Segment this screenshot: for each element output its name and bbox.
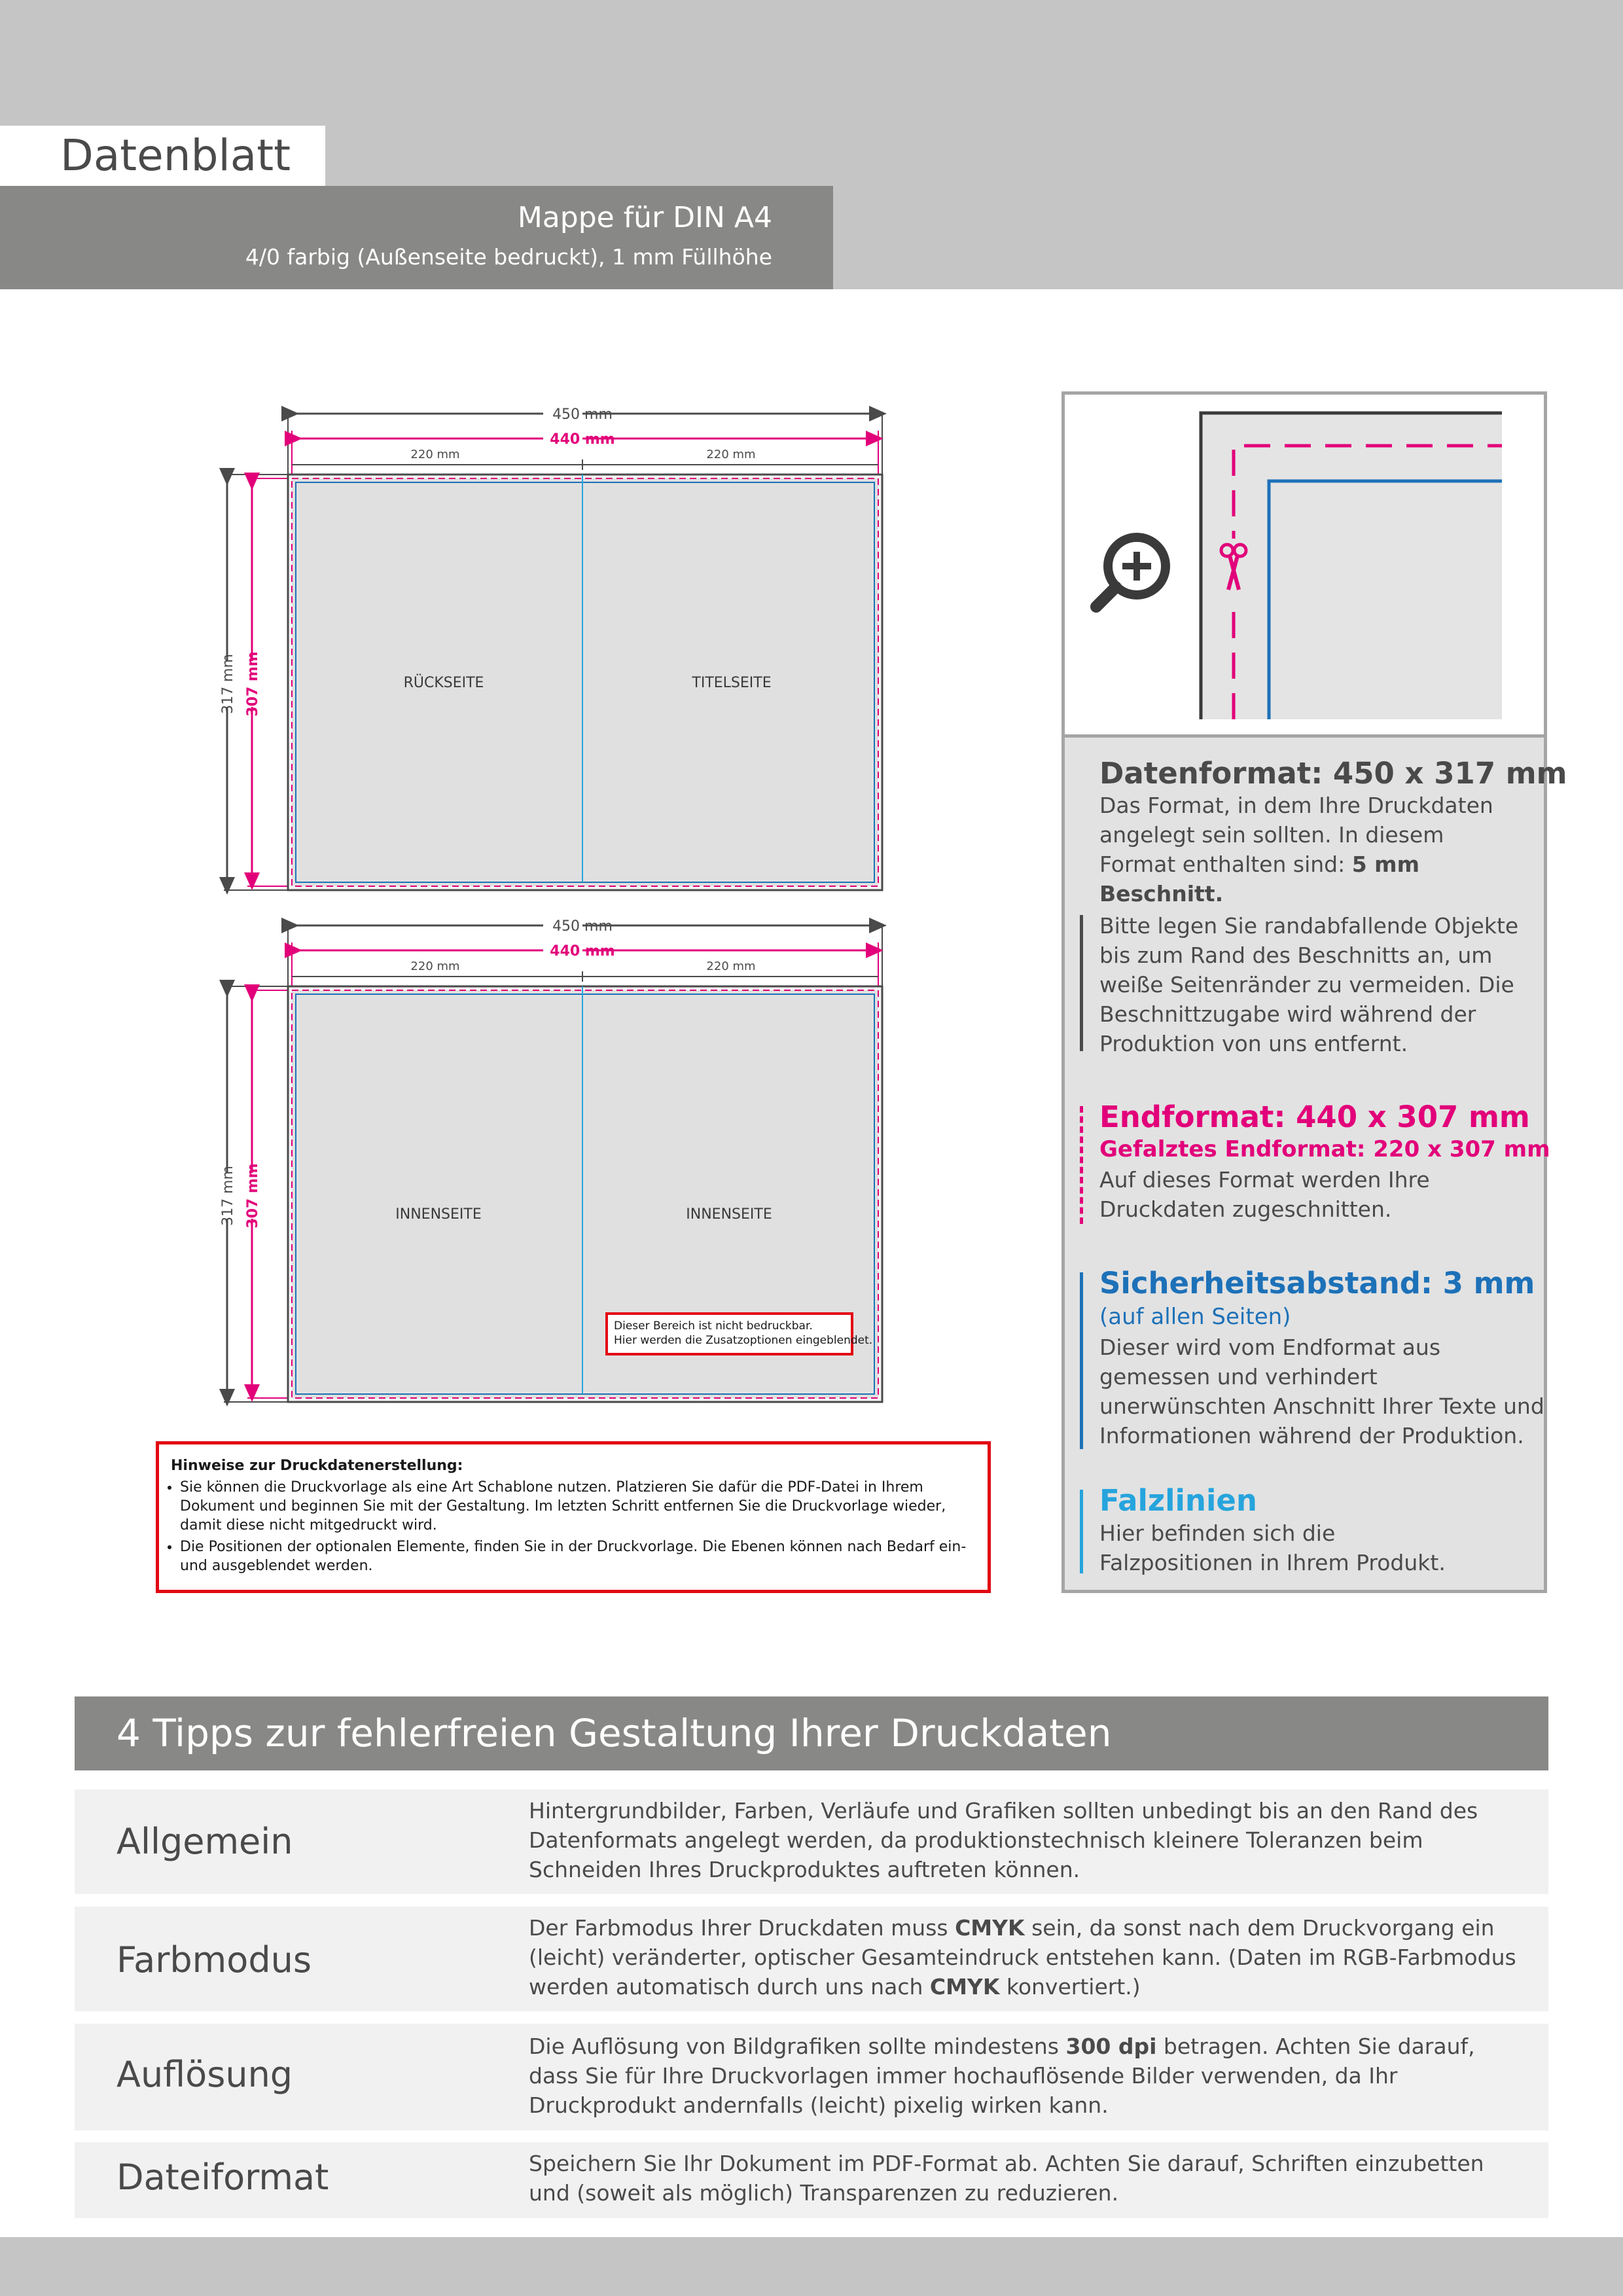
tip-text: Der Farbmodus Ihrer Druckdaten muss CMYK sein, da sonst nach dem Druckvorgang ein (leicht) veränderter, optischer Gesamteindruck entstehen kann. (Daten im RGB-Farbmodus werden automatisch durch uns nach CMYK konvertiert.) (529, 1915, 1516, 2000)
outside-height-final: 307 mm (245, 651, 261, 717)
notes-item: • Sie können die Druckvorlage als eine Art Schablone nutzen. Platzieren Sie dafür die PDF-Datei in Ihrem Dokument und beginnen Sie mit der Gestaltung. Im letzten Schritt entfernen Sie die Druckvorlage wieder, damit diese nicht mitgedruckt wird. (180, 1478, 976, 1535)
inside-height-final: 307 mm (245, 1163, 261, 1229)
inside-half-left: 220 mm (410, 960, 460, 973)
inside-height-total: 317 mm (220, 1166, 236, 1226)
beschnitt-text: Bitte legen Sie randabfallende Objekte bis zum Rand des Beschnitts an, um weiße Seitenränder zu vermeiden. Die Beschnittzugabe wird während der Produktion von uns entfernt. (1099, 913, 1519, 1056)
endformat-text: Auf dieses Format werden Ihre Druckdaten zugeschnitten. (1099, 1167, 1430, 1222)
magnify-plus-icon[interactable] (1096, 537, 1166, 607)
notes-item: • Die Positionen der optionalen Elemente, finden Sie in der Druckvorlage. Die Ebenen können nach Bedarf ein- und ausgeblendet werden. (180, 1537, 976, 1575)
falz-marker (1080, 1490, 1083, 1573)
sicherheit-title: Sicherheitsabstand: 3 mm (1099, 1266, 1535, 1300)
tip-label: Auflösung (116, 2054, 293, 2095)
tip-text: Die Auflösung von Bildgrafiken sollte mindestens 300 dpi betragen. Achten Sie darauf, dass Sie für Ihre Druckvorlagen immer hochauflösende Bilder verwenden, da Ihr Druckprodukt andernfalls (leicht) pixelig wirken kann. (529, 2034, 1475, 2118)
tip-label: Allgemein (116, 1821, 293, 1862)
page-title: Datenblatt (60, 130, 291, 181)
endformat-marker (1080, 1106, 1083, 1224)
outside-width-total: 450 mm (552, 406, 613, 423)
tip-row-dateiformat (75, 2142, 1548, 2218)
sicherheit-marker (1080, 1272, 1083, 1449)
tip-label: Farbmodus (116, 1939, 312, 1981)
zoom-detail-graphic (1065, 395, 1544, 734)
beschnitt-marker (1080, 915, 1083, 1051)
notes-box (156, 1441, 991, 1593)
panel-titelseite: TITELSEITE (692, 675, 772, 691)
product-name: Mappe für DIN A4 (517, 201, 772, 234)
tip-text: Speichern Sie Ihr Dokument im PDF-Format ab. Achten Sie darauf, Schriften einzubetten und (soweit als möglich) Transparenzen zu reduzieren. (529, 2151, 1484, 2206)
panel-rueckseite: RÜCKSEITE (403, 675, 484, 691)
tip-row-aufloesung (75, 2024, 1548, 2130)
outside-width-final: 440 mm (550, 431, 615, 448)
inside-half-right: 220 mm (706, 960, 756, 973)
inside-width-total: 450 mm (552, 918, 613, 935)
non-printable-line2: Hier werden die Zusatzoptionen eingeblendet. (614, 1334, 873, 1347)
outside-half-right: 220 mm (706, 448, 756, 461)
datenformat-title: Datenformat: 450 x 317 mm (1099, 756, 1567, 791)
tip-text: Hintergrundbilder, Farben, Verläufe und Grafiken sollten unbedingt bis an den Rand des Datenformats angelegt werden, da produktionstechnisch kleinere Toleranzen beim Schneiden Ihres Druckproduktes auftreten können. (529, 1798, 1478, 1882)
footer-band (0, 2237, 1623, 2296)
sicherheit-sub: (auf allen Seiten) (1099, 1304, 1291, 1330)
inside-width-final: 440 mm (550, 943, 615, 960)
datenformat-text: Das Format, in dem Ihre Druckdaten angelegt sein sollten. In diesem Format enthalten sind: 5 mm Beschnitt. (1099, 793, 1493, 906)
diagram-inside (209, 911, 890, 1408)
endformat-sub: Gefalztes Endformat: 220 x 307 mm (1099, 1136, 1550, 1162)
falz-title: Falzlinien (1099, 1483, 1257, 1518)
panel-innenseite-left: INNENSEITE (395, 1206, 482, 1223)
sicherheit-text: Dieser wird vom Endformat aus gemessen und verhindert unerwünschten Anschnitt Ihrer Texte und Informationen während der Produktion. (1099, 1335, 1544, 1448)
tip-row-allgemein (75, 1789, 1548, 1894)
outside-height-total: 317 mm (220, 654, 236, 714)
panel-innenseite-right: INNENSEITE (686, 1206, 772, 1223)
product-spec: 4/0 farbig (Außenseite bedruckt), 1 mm Füllhöhe (245, 244, 772, 270)
outside-half-left: 220 mm (410, 448, 460, 461)
tip-label: Dateiformat (116, 2157, 329, 2198)
notes-heading: Hinweise zur Druckdatenerstellung: (171, 1458, 463, 1474)
endformat-title: Endformat: 440 x 307 mm (1099, 1100, 1530, 1134)
tip-row-farbmodus (75, 1907, 1548, 2011)
notes-list (171, 1478, 976, 1575)
tips-title: 4 Tipps zur fehlerfreien Gestaltung Ihrer Druckdaten (116, 1711, 1112, 1755)
falz-text: Hier befinden sich die Falzpositionen in Ihrem Produkt. (1099, 1520, 1446, 1575)
diagram-outside (209, 399, 890, 897)
non-printable-line1: Dieser Bereich ist nicht bedruckbar. (614, 1319, 813, 1333)
